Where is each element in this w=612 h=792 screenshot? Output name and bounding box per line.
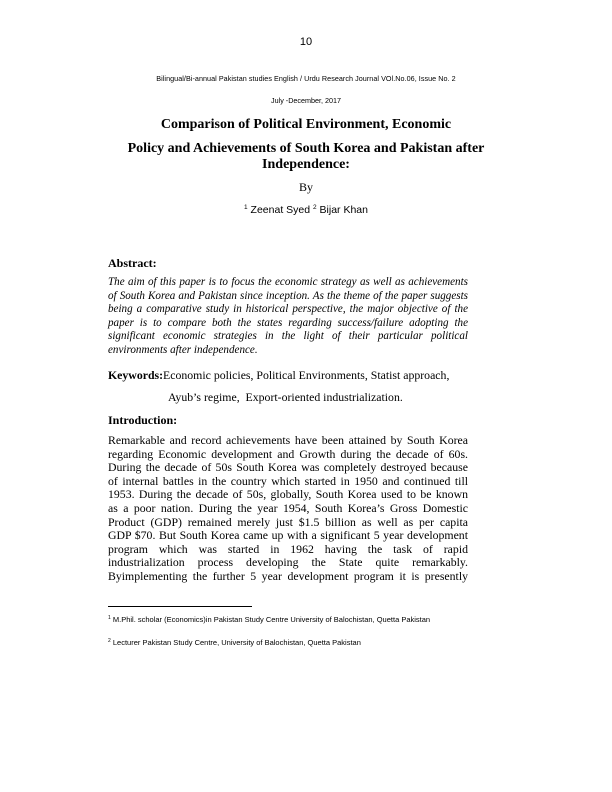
intro-line: regarding Economic development and Growth during the decade of 60s. [108,446,468,461]
intro-line: industrialization process developing the State quite remarkably. [108,555,468,570]
keywords-line-2: Ayub’s regime, Export-oriented industrialization. [168,390,403,404]
author2-name: Bijar Khan [316,204,368,216]
paper-title-line-3: Independence: [262,157,350,172]
page-number: 10 [299,36,313,48]
author1-name: Zeenat Syed [247,204,313,216]
intro-line: program which was started in 1962 having the task of rapid [108,541,468,556]
intro-line: Product (GDP) remained merely just $1.5 billion as well as per capita [108,514,468,529]
footnote-1 [108,613,478,625]
authors [0,204,612,216]
footnote-2 [108,636,478,648]
keywords-line-1: Economic policies, Political Environments, Statist approach, [163,368,450,382]
intro-line: GDP $70. But South Korea came up with a significant 5 year development [108,528,468,543]
intro-line: Byimplementing the further 5 year development program it is presently [108,568,468,583]
introduction-body [108,434,468,584]
byline-by: By [298,180,313,194]
footnote-2-text: Lecturer Pakistan Study Centre, University of Balochistan, Quetta Pakistan [110,638,361,647]
keywords-label: Keywords: [108,368,164,382]
paper-title-line-1: Comparison of Political Environment, Economic [160,117,452,132]
intro-line: During the decade of 50s South Korea was completely destroyed because [108,460,468,475]
introduction-heading: Introduction: [108,413,178,427]
abstract-body: The aim of this paper is to focus the economic strategy as well as achievements of South Korea and Pakistan since inception. As the theme of the paper suggests being a comparative study in historical perspective, the major objective of the paper is to compare both the states regarding success/failure adopting the significant economic strategies in the light of their particular political environments after independence. [108,276,468,356]
intro-line: Remarkable and record achievements have been attained by South Korea [108,433,468,447]
keywords [108,368,488,383]
journal-date: July -December, 2017 [271,96,341,105]
footnote-divider [108,606,252,607]
author2-footnote-mark: 2 [313,204,317,211]
paper-title-line-2: Policy and Achievements of South Korea and Pakistan after [127,141,485,156]
footnote-1-text: M.Phil. scholar (Economics)in Pakistan Study Centre University of Balochistan, Quetta Pakistan [110,615,431,624]
intro-line: of internal battles in the country which started in 1950 and continued till [108,473,468,488]
author1-footnote-mark: 1 [244,204,248,211]
intro-line: as a poor nation. During the year 1954, South Korea’s Gross Domestic [108,500,468,515]
intro-line: 1953. During the decade of 50s, globally, South Korea used to be known [108,487,468,502]
abstract-heading: Abstract: [108,256,157,270]
footnote-2-mark: 2 [108,638,111,644]
footnote-1-mark: 1 [108,615,111,621]
journal-header: Bilingual/Bi-annual Pakistan studies English / Urdu Research Journal VOl.No.06, Issue No. 2 [156,74,456,83]
